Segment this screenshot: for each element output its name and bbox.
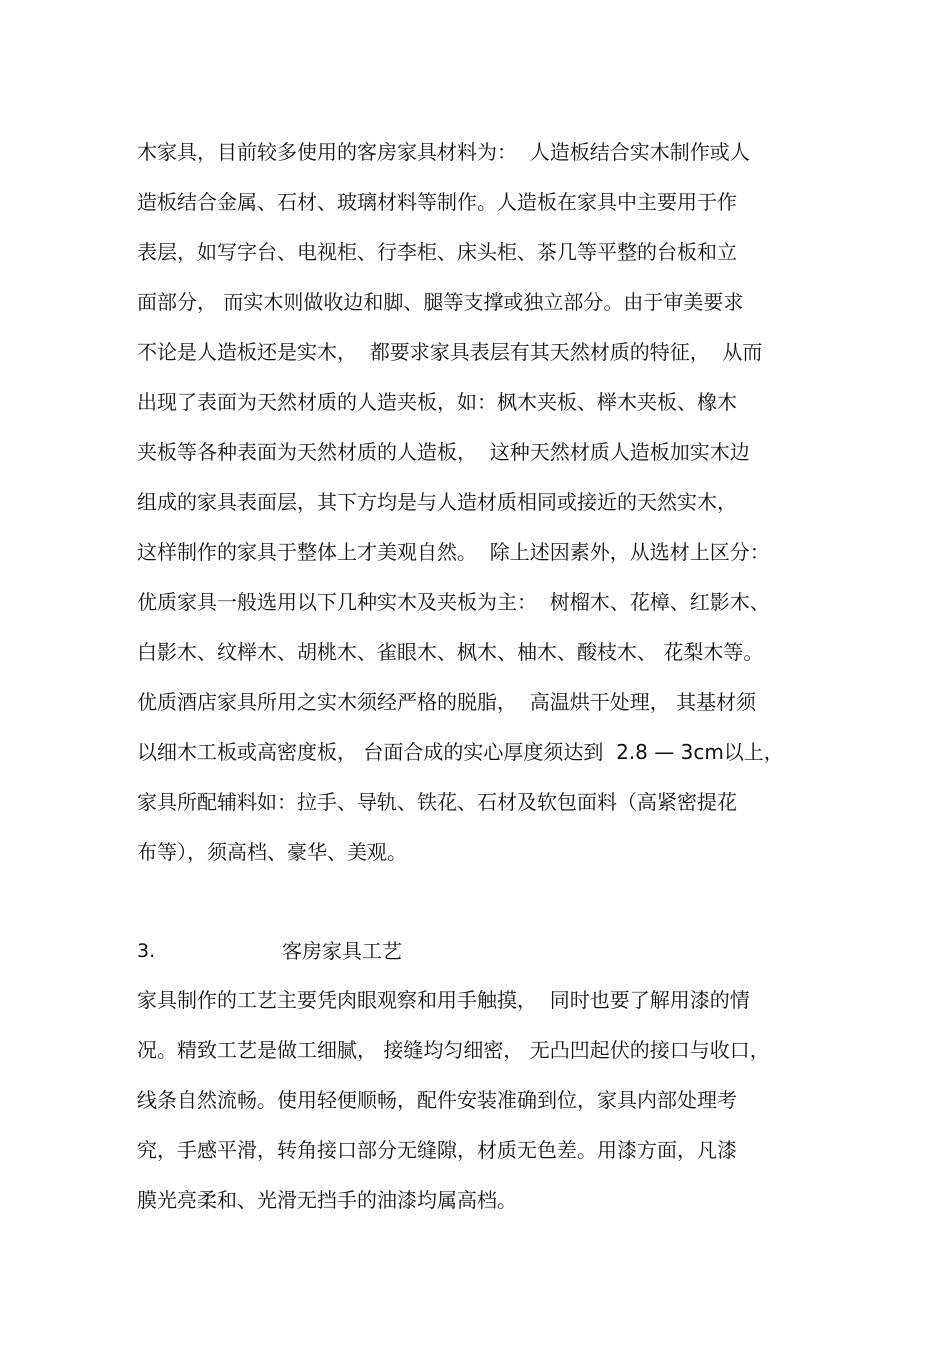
text-line: 况。精致工艺是做工细腻， 接缝均匀细密， 无凸凹起伏的接口与收口， [137,1038,770,1062]
text-line: 家具所配辅料如：拉手、导轨、铁花、石材及软包面料（高紧密提花 [137,790,737,814]
text-line: 造板结合金属、石材、玻璃材料等制作。人造板在家具中主要用于作 [137,190,737,214]
text-line: 面部分， 而实木则做收边和脚、腿等支撑或独立部分。由于审美要求 [137,290,744,314]
section-number: 3. [137,940,156,962]
text-line: 线条自然流畅。使用轻便顺畅，配件安装准确到位，家具内部处理考 [137,1088,737,1112]
text-line: 这样制作的家具于整体上才美观自然。 除上述因素外，从选材上区分： [137,540,770,564]
text-line: 究，手感平滑，转角接口部分无缝隙，材质无色差。用漆方面，凡漆 [137,1138,737,1162]
text-line: 家具制作的工艺主要凭肉眼观察和用手触摸， 同时也要了解用漆的情 [137,988,750,1012]
text-line: 膜光亮柔和、光滑无挡手的油漆均属高档。 [137,1188,517,1212]
text-line: 出现了表面为天然材质的人造夹板，如：枫木夹板、榉木夹板、橡木 [137,390,737,414]
text-line: 不论是人造板还是实木， 都要求家具表层有其天然材质的特征， 从而 [137,340,763,364]
text-line: 夹板等各种表面为天然材质的人造板， 这种天然材质人造板加实木边 [137,440,750,464]
text-line: 表层，如写字台、电视柜、行李柜、床头柜、茶几等平整的台板和立 [137,240,737,264]
text-line: 优质酒店家具所用之实木须经严格的脱脂， 高温烘干处理， 其基材须 [137,690,757,714]
text-line: 以细木工板或高密度板， 台面合成的实心厚度须达到 2.8 — 3cm以上， [137,740,784,764]
text-line: 布等），须高档、豪华、美观。 [137,840,407,864]
text-line: 优质家具一般选用以下几种实木及夹板为主： 树榴木、花樟、红影木、 [137,590,770,614]
text-line: 木家具，目前较多使用的客房家具材料为： 人造板结合实木制作或人 [137,140,750,164]
section-title: 客房家具工艺 [282,939,402,963]
text-line: 白影木、纹榉木、胡桃木、雀眼木、枫木、柚木、酸枝木、 花梨木等。 [137,640,764,664]
text-line: 组成的家具表面层，其下方均是与人造材质相同或接近的天然实木， [137,490,737,514]
